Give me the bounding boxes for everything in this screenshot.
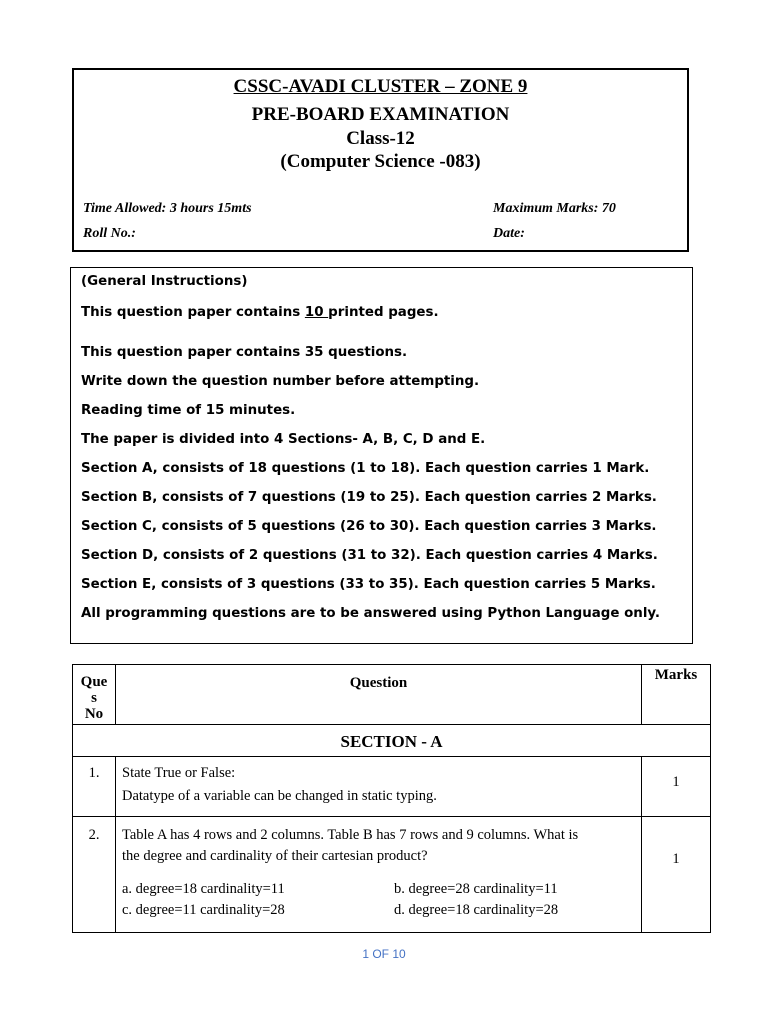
- instruction-item: This question paper contains 35 questions.: [81, 345, 408, 360]
- question-marks: 1: [672, 774, 680, 790]
- marks-header: Marks: [654, 667, 698, 683]
- instruction-item: Write down the question number before attempting.: [81, 374, 480, 389]
- question-line: the degree and cardinality of their cartesian product?: [122, 848, 428, 864]
- option-b: b. degree=28 cardinality=11: [394, 881, 558, 897]
- option-d: d. degree=18 cardinality=28: [394, 902, 559, 918]
- header-marks-cell: [641, 664, 711, 725]
- exam-title: PRE-BOARD EXAMINATION: [251, 104, 510, 125]
- page-count: 10: [304, 305, 329, 320]
- instruction-item: Section E, consists of 3 questions (33 to 35). Each question carries 5 Marks.: [81, 577, 656, 592]
- instructions-heading: (General Instructions): [81, 274, 248, 289]
- class-label: Class-12: [346, 128, 415, 149]
- option-a: a. degree=18 cardinality=11: [122, 881, 285, 897]
- question-number: 2.: [88, 827, 100, 843]
- section-row: [72, 724, 711, 757]
- header-qno-cell: [72, 664, 116, 725]
- exam-header: [72, 68, 689, 252]
- instruction-item: Section D, consists of 2 questions (31 to 32). Each question carries 4 Marks.: [81, 548, 658, 563]
- question-table: [72, 664, 711, 933]
- question-number-cell: [72, 756, 116, 817]
- header-question-cell: [115, 664, 642, 725]
- question-marks-cell: [641, 756, 711, 817]
- question-line: Datatype of a variable can be changed in static typing.: [122, 788, 437, 804]
- instruction-pages: This question paper contains 10 printed pages.: [81, 305, 439, 320]
- question-text-cell: [115, 816, 642, 933]
- subject-label: (Computer Science -083): [280, 151, 481, 172]
- question-line: Table A has 4 rows and 2 columns. Table B has 7 rows and 9 columns. What is: [122, 827, 579, 843]
- cluster-title: CSSC-AVADI CLUSTER – ZONE 9: [233, 76, 528, 97]
- instruction-item: All programming questions are to be answered using Python Language only.: [81, 606, 661, 621]
- instruction-item: Section A, consists of 18 questions (1 to 18). Each question carries 1 Mark.: [81, 461, 650, 476]
- question-header: Question: [349, 675, 408, 691]
- instruction-item: The paper is divided into 4 Sections- A, B, C, D and E.: [81, 432, 486, 447]
- section-title: SECTION - A: [340, 732, 443, 751]
- question-marks-cell: [641, 816, 711, 933]
- question-text-cell: [115, 756, 642, 817]
- qno-header: Que s No: [80, 674, 108, 722]
- page-footer: 1 OF 10: [362, 947, 406, 961]
- question-line: State True or False:: [122, 765, 236, 781]
- instruction-item: Section C, consists of 5 questions (26 to 30). Each question carries 3 Marks.: [81, 519, 657, 534]
- roll-no-label: Roll No.:: [83, 226, 136, 241]
- maximum-marks: Maximum Marks: 70: [493, 201, 616, 216]
- question-marks: 1: [672, 851, 680, 867]
- instruction-item: Section B, consists of 7 questions (19 to 25). Each question carries 2 Marks.: [81, 490, 657, 505]
- question-number: 1.: [88, 765, 100, 781]
- general-instructions: [70, 267, 693, 644]
- time-allowed: Time Allowed: 3 hours 15mts: [83, 201, 252, 216]
- question-number-cell: [72, 816, 116, 933]
- date-label: Date:: [493, 226, 525, 241]
- instruction-item: Reading time of 15 minutes.: [81, 403, 296, 418]
- option-c: c. degree=11 cardinality=28: [122, 902, 285, 918]
